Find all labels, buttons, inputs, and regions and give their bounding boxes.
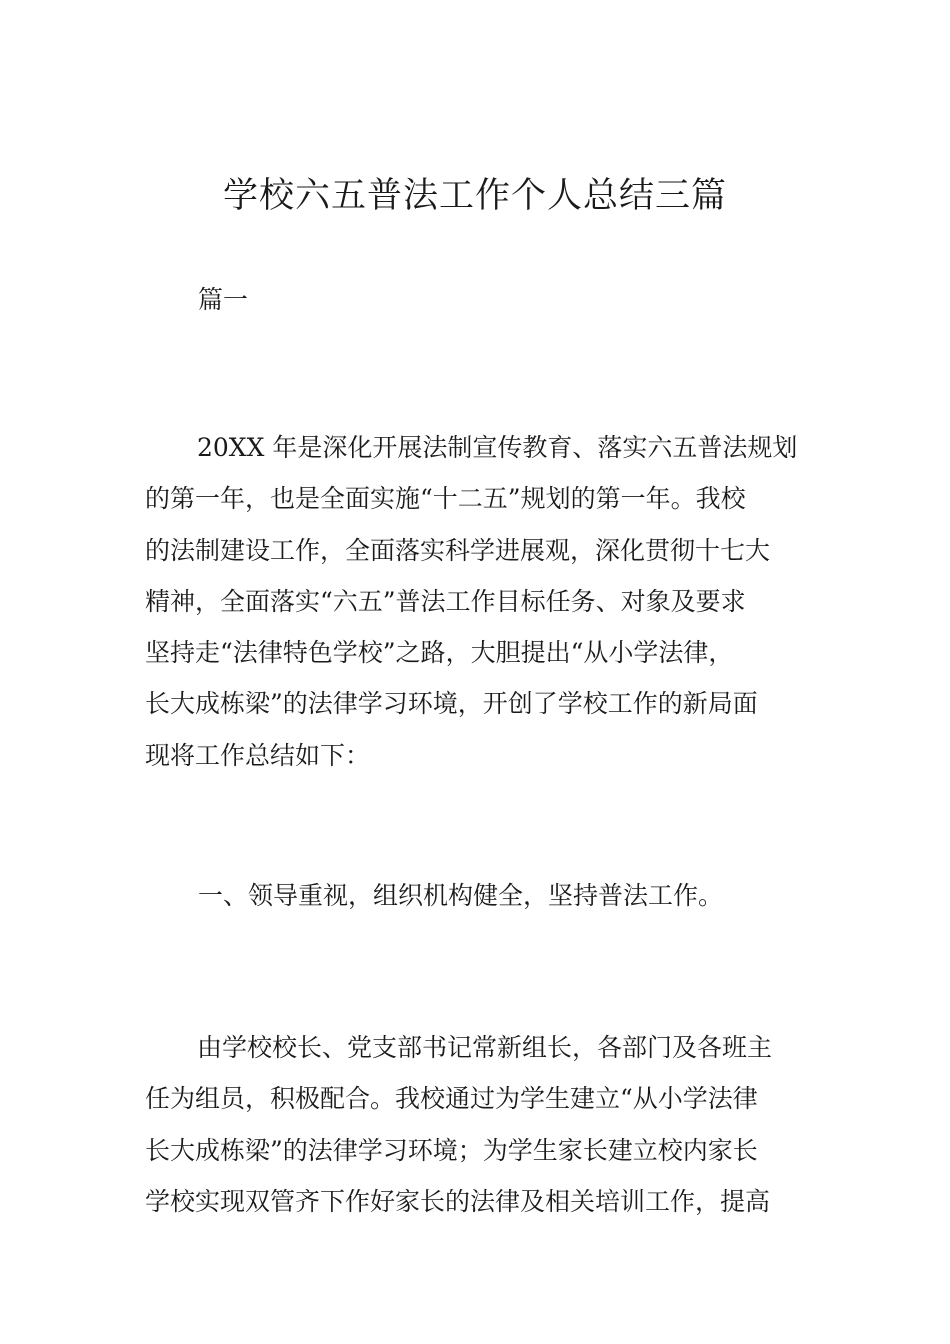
section-heading: 一、领导重视，组织机构健全，坚持普法工作。 — [198, 881, 724, 910]
paragraph-1 — [145, 422, 810, 781]
paragraph-line: 长大成栋梁”的法律学习环境；为学生家长建立校内家长 — [145, 1135, 758, 1165]
paragraph-line: 的第一年，也是全面实施“十二五”规划的第一年。我校 — [145, 484, 746, 514]
paragraph-line: 现将工作总结如下： — [145, 740, 371, 770]
paragraph-line: 由学校校长、党支部书记常新组长，各部门及各班主 — [197, 1033, 773, 1062]
paragraph-line: 20XX 年是深化开展法制宣传教育、落实六五普法规划 — [197, 433, 798, 462]
paragraph-line: 精神，全面落实“六五”普法工作目标任务、对象及要求 — [145, 586, 746, 616]
paragraph-line: 任为组员，积极配合。我校通过为学生建立“从小学法律 — [145, 1084, 758, 1114]
document-title: 学校六五普法工作个人总结三篇 — [222, 176, 727, 216]
paragraph-line: 坚持走“法律特色学校”之路，大胆提出“从小学法律， — [145, 638, 734, 668]
paragraph-line: 学校实现双管齐下作好家长的法律及相关培训工作，提高 — [145, 1186, 771, 1216]
paragraph-line: 长大成栋梁”的法律学习环境，开创了学校工作的新局面 — [145, 689, 758, 719]
section-label: 篇一 — [198, 285, 249, 314]
paragraph-2 — [145, 1022, 810, 1227]
paragraph-line: 的法制建设工作，全面落实科学进展观，深化贯彻十七大 — [145, 535, 771, 565]
